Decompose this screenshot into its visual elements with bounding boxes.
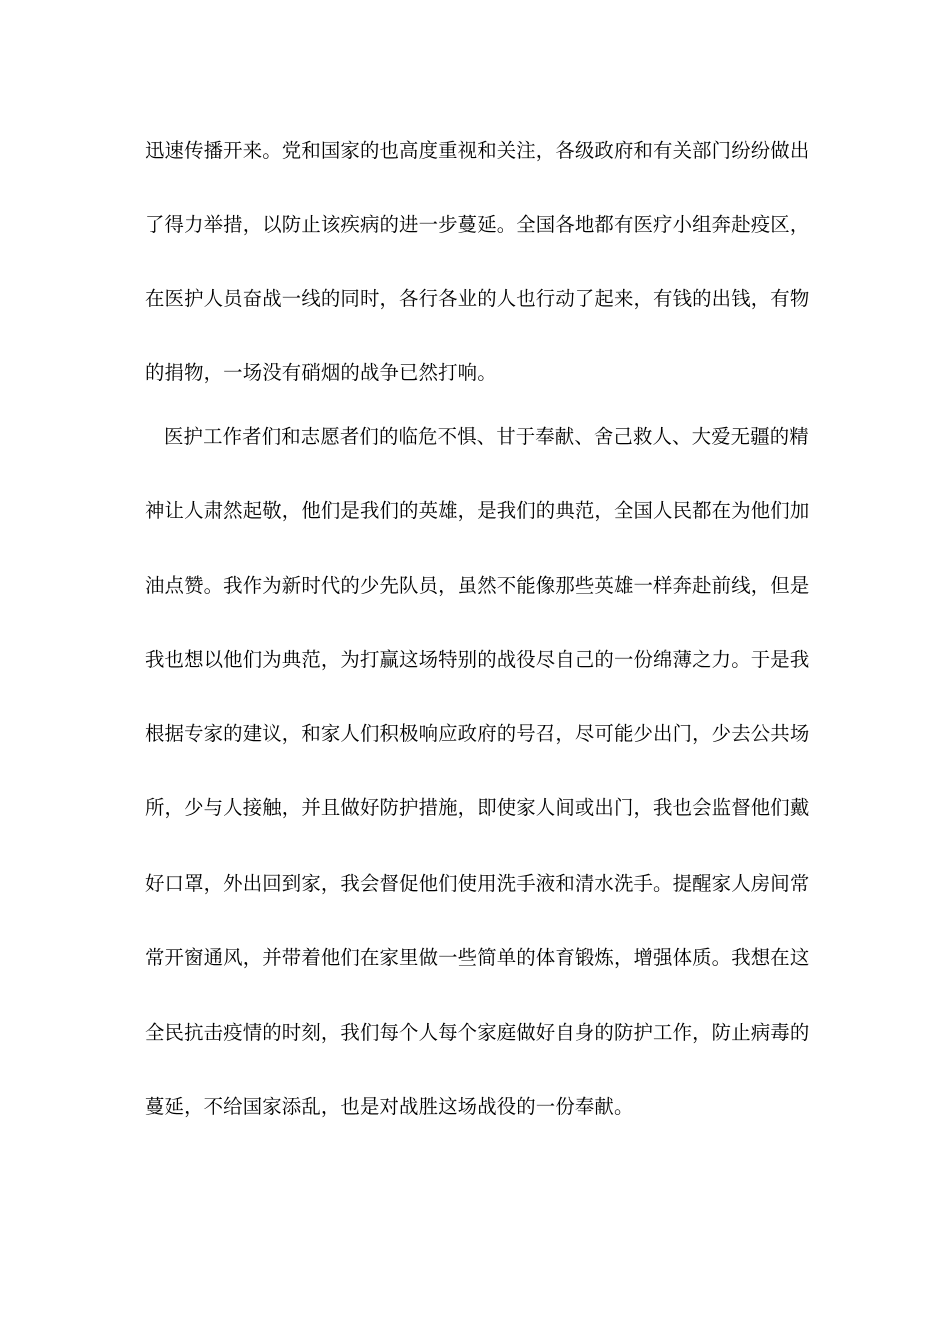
text-line: 医护工作者们和志愿者们的临危不惧、甘于奉献、舍己救人、大爱无疆的精 [164, 425, 809, 448]
text-line: 在医护人员奋战一线的同时，各行各业的人也行动了起来，有钱的出钱，有物 [145, 287, 810, 310]
text-line: 根据专家的建议，和家人们积极响应政府的号召，尽可能少出门，少去公共场 [145, 722, 810, 745]
text-line: 我也想以他们为典范，为打赢这场特别的战役尽自己的一份绵薄之力。于是我 [145, 648, 810, 671]
text-line: 的捐物，一场没有硝烟的战争已然打响。 [145, 361, 497, 384]
text-line: 油点赞。我作为新时代的少先队员，虽然不能像那些英雄一样奔赴前线，但是 [145, 574, 810, 597]
text-line: 蔓延，不给国家添乱，也是对战胜这场战役的一份奉献。 [145, 1095, 634, 1118]
text-line: 常开窗通风，并带着他们在家里做一些简单的体育锻炼，增强体质。我想在这 [145, 946, 810, 969]
text-line: 迅速传播开来。党和国家的也高度重视和关注，各级政府和有关部门纷纷做出 [145, 139, 810, 162]
text-line: 好口罩，外出回到家，我会督促他们使用洗手液和清水洗手。提醒家人房间常 [145, 872, 810, 895]
text-line: 神让人肃然起敬，他们是我们的英雄，是我们的典范，全国人民都在为他们加 [145, 499, 810, 522]
text-line: 所，少与人接触，并且做好防护措施，即使家人间或出门，我也会监督他们戴 [145, 796, 810, 819]
text-line: 全民抗击疫情的时刻，我们每个人每个家庭做好自身的防护工作，防止病毒的 [145, 1021, 810, 1044]
text-line: 了得力举措，以防止该疾病的进一步蔓延。全国各地都有医疗小组奔赴疫区， [145, 213, 810, 236]
